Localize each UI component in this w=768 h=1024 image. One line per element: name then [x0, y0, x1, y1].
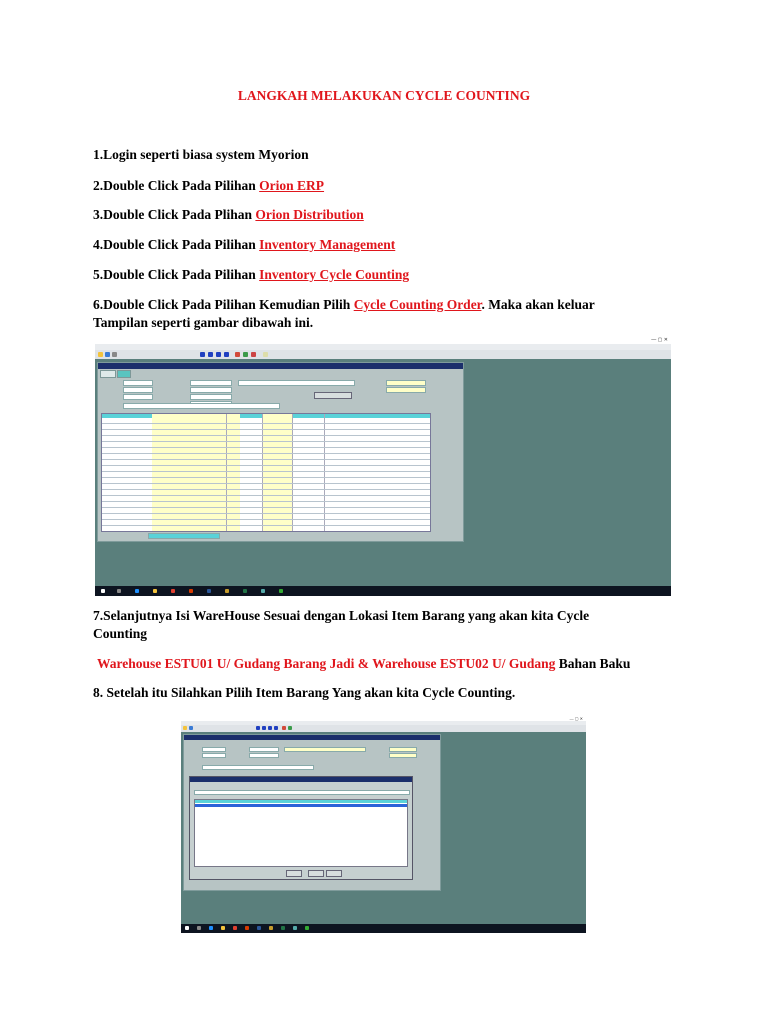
step-3	[93, 206, 364, 224]
step-6-line2: Tampilan seperti gambar dibawah ini.	[93, 315, 314, 330]
item-selection-screenshot	[181, 716, 586, 933]
list-item[interactable]	[195, 852, 407, 855]
item-list	[194, 799, 408, 867]
form-title-bar	[98, 363, 463, 369]
chrome-icon[interactable]	[171, 589, 175, 593]
inventory-cycle-counting-link[interactable]: Inventory Cycle Counting	[259, 267, 410, 282]
step-3-text: 3.Double Click Pada Plihan	[93, 207, 256, 222]
grid-row-line	[102, 483, 430, 484]
list-item[interactable]	[195, 820, 407, 823]
grid-row-line	[102, 435, 430, 436]
list-item[interactable]	[195, 832, 407, 835]
task-view-icon[interactable]	[197, 926, 201, 930]
orion-distribution-link[interactable]: Orion Distribution	[255, 207, 364, 222]
list-item[interactable]	[195, 860, 407, 863]
tab-main[interactable]	[100, 370, 116, 378]
grid-row-line	[102, 513, 430, 514]
first-record-icon	[256, 726, 260, 730]
next-record-icon	[268, 726, 272, 730]
form-title-bar	[184, 735, 440, 740]
grid-row-line	[102, 519, 430, 520]
warehouse-name-field	[238, 380, 355, 386]
step-4	[93, 236, 395, 254]
taskbar	[181, 924, 586, 933]
list-item[interactable]	[195, 844, 407, 847]
excel-icon[interactable]	[281, 926, 285, 930]
grid-row-line	[102, 429, 430, 430]
tool-icon	[235, 352, 240, 357]
step-2	[93, 177, 324, 195]
step-7-line1: 7.Selanjutnya Isi WareHouse Sesuai dengan Lokasi Item Barang yang akan kita Cycle	[93, 608, 590, 623]
step-7	[93, 607, 589, 643]
chrome-icon[interactable]	[233, 926, 237, 930]
app2-icon[interactable]	[305, 926, 309, 930]
grid-row-line	[102, 471, 430, 472]
created-date-field	[389, 753, 417, 758]
next-record-icon	[216, 352, 221, 357]
help-icon	[263, 352, 268, 357]
powerpoint-icon[interactable]	[189, 589, 193, 593]
grid-row-line	[102, 423, 430, 424]
counter-field[interactable]	[123, 394, 153, 400]
list-item[interactable]	[195, 824, 407, 827]
orion-icon[interactable]	[261, 589, 265, 593]
step-6-text: 6.Double Click Pada Pilihan Kemudian Pilih	[93, 297, 354, 312]
step-6	[93, 296, 595, 332]
date-field[interactable]	[202, 753, 226, 758]
step-4-text: 4.Double Click Pada Pilihan	[93, 237, 260, 252]
step-5	[93, 266, 409, 284]
warehouse-note-red: Warehouse ESTU01 U/ Gudang Barang Jadi & Warehouse ESTU02 U/ Gudang	[97, 656, 556, 671]
list-item[interactable]	[195, 828, 407, 831]
step-2-text: 2.Double Click Pada Pilihan	[93, 178, 260, 193]
delete-icon	[251, 352, 256, 357]
cycle-counting-order-link[interactable]: Cycle Counting Order	[353, 297, 482, 312]
explorer-icon[interactable]	[221, 926, 225, 930]
notes-field[interactable]	[202, 765, 314, 770]
item-list-popup	[189, 776, 413, 880]
app2-icon[interactable]	[279, 589, 283, 593]
page-title: LANGKAH MELAKUKAN CYCLE COUNTING	[237, 88, 531, 103]
powerpoint-icon[interactable]	[245, 926, 249, 930]
list-item[interactable]	[195, 856, 407, 859]
warehouse-name-field	[284, 747, 366, 752]
step-8: 8. Setelah itu Silahkan Pilih Item Barang Yang akan kita Cycle Counting.	[93, 685, 516, 700]
print-icon	[112, 352, 117, 357]
item-field[interactable]	[190, 394, 232, 400]
window-controls-icon: — ▢ ✕	[569, 716, 583, 721]
toolbar	[95, 350, 671, 359]
date-field[interactable]	[123, 387, 153, 393]
step-6-suffix: . Maka akan keluar	[481, 297, 595, 312]
grid-row-line	[102, 453, 430, 454]
grid-row-line	[102, 501, 430, 502]
cc-order-field[interactable]	[123, 380, 153, 386]
list-item[interactable]	[195, 808, 407, 811]
task-view-icon[interactable]	[117, 589, 121, 593]
last-record-icon	[274, 726, 278, 730]
list-item[interactable]	[195, 840, 407, 843]
folder-icon	[98, 352, 103, 357]
list-header	[195, 800, 407, 803]
last-record-icon	[224, 352, 229, 357]
grid-row-line	[102, 447, 430, 448]
list-item[interactable]	[195, 812, 407, 815]
tool-icon	[282, 726, 286, 730]
tab-detail[interactable]	[117, 370, 132, 378]
excel-icon[interactable]	[243, 589, 247, 593]
app-icon[interactable]	[225, 589, 229, 593]
export-icon	[243, 352, 248, 357]
grid-row-line	[102, 459, 430, 460]
window-controls-icon: — ▢ ✕	[651, 337, 668, 343]
orion-erp-link[interactable]: Orion ERP	[259, 178, 325, 193]
word-icon[interactable]	[257, 926, 261, 930]
generate-button[interactable]	[314, 392, 352, 399]
first-record-icon	[200, 352, 205, 357]
start-icon[interactable]	[185, 926, 189, 930]
total-field	[148, 533, 220, 539]
warehouse-note-black: Bahan Baku	[555, 656, 631, 671]
ok-button[interactable]	[308, 870, 324, 877]
grid-row-line	[102, 441, 430, 442]
grid-row-line	[102, 525, 430, 526]
window-title-bar	[95, 337, 671, 344]
warehouse-note	[97, 655, 630, 673]
grid-row-line	[102, 489, 430, 490]
form-tabs	[100, 370, 132, 376]
save-icon	[105, 352, 110, 357]
toolbar	[181, 725, 586, 732]
step-1: 1.Login seperti biasa system Myorion	[93, 147, 309, 162]
step-5-text: 5.Double Click Pada Pilihan	[93, 267, 260, 282]
list-item[interactable]	[195, 816, 407, 819]
start-icon[interactable]	[101, 589, 105, 593]
warehouse-field[interactable]	[190, 380, 232, 386]
location-field[interactable]	[249, 753, 279, 758]
save-icon	[189, 726, 193, 730]
explorer-icon[interactable]	[153, 589, 157, 593]
cc-order-field[interactable]	[202, 747, 226, 752]
user-field	[386, 380, 426, 386]
grid-row-line	[102, 507, 430, 508]
cycle-counting-form	[97, 362, 464, 542]
prev-record-icon	[208, 352, 213, 357]
created-date-field	[386, 387, 426, 393]
folder-icon	[183, 726, 187, 730]
popup-title-bar	[190, 777, 412, 782]
item-grid	[101, 413, 431, 532]
list-item[interactable]	[195, 848, 407, 851]
grid-row-line	[102, 495, 430, 496]
user-field	[389, 747, 417, 752]
cancel-button[interactable]	[326, 870, 342, 877]
step-7-line2: Counting	[93, 626, 148, 641]
word-icon[interactable]	[207, 589, 211, 593]
notes-field[interactable]	[123, 403, 280, 409]
location-field[interactable]	[190, 387, 232, 393]
cycle-counting-screenshot	[95, 337, 671, 596]
inventory-management-link[interactable]: Inventory Management	[259, 237, 396, 252]
orion-icon[interactable]	[293, 926, 297, 930]
app-icon[interactable]	[269, 926, 273, 930]
edge-icon[interactable]	[135, 589, 139, 593]
prev-record-icon	[262, 726, 266, 730]
find-button[interactable]	[286, 870, 302, 877]
export-icon	[288, 726, 292, 730]
grid-row-line	[102, 477, 430, 478]
grid-row-line	[102, 465, 430, 466]
find-field[interactable]	[194, 790, 410, 795]
edge-icon[interactable]	[209, 926, 213, 930]
list-item[interactable]	[195, 804, 407, 807]
taskbar	[95, 586, 671, 596]
list-item[interactable]	[195, 836, 407, 839]
warehouse-field[interactable]	[249, 747, 279, 752]
